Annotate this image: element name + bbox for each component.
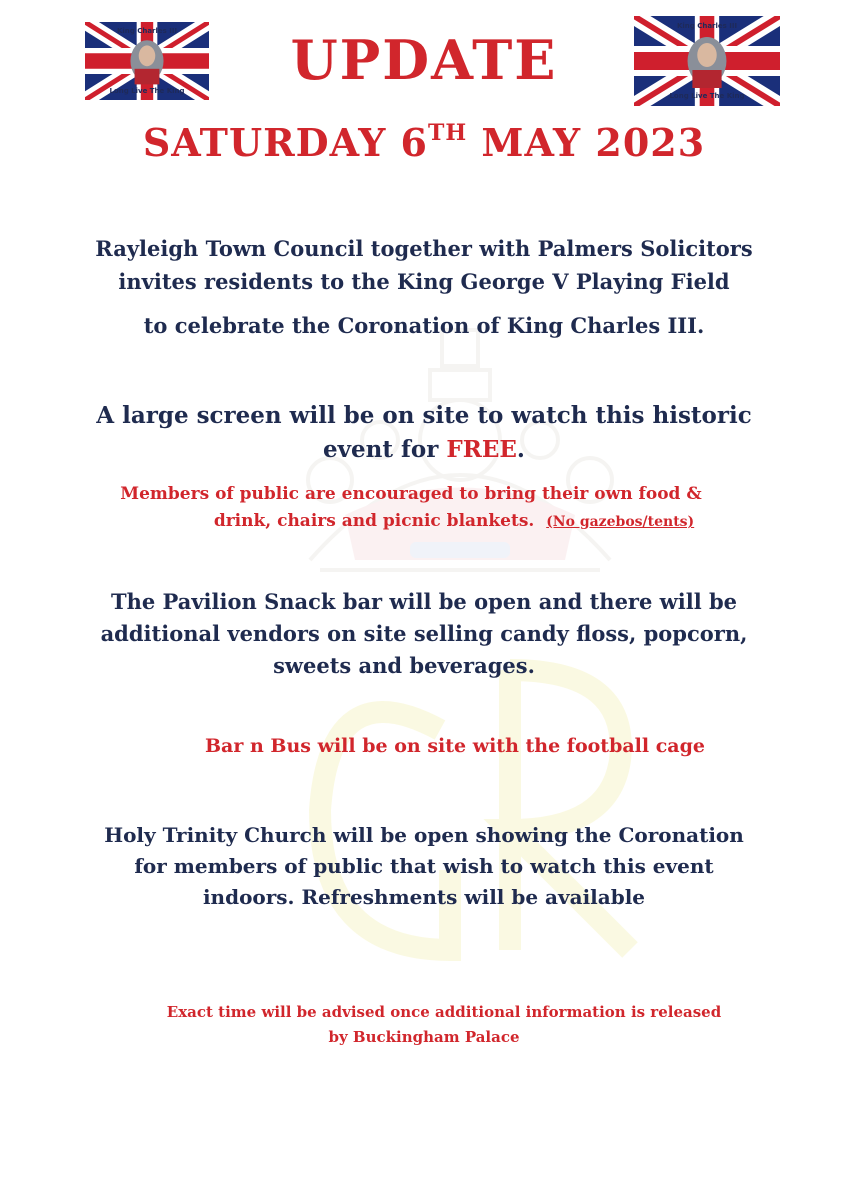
no-gazebos-note: (No gazebos/tents) <box>546 514 695 530</box>
headline-update: UPDATE <box>290 28 558 92</box>
flag-banner-top: King Charles III <box>676 22 738 31</box>
members-line-2-text: drink, chairs and picnic blankets. <box>213 511 535 531</box>
bar-n-bus-line: Bar n Bus will be on site with the football cage <box>205 735 705 757</box>
flag-banner-bottom: Long Live The King <box>669 91 745 100</box>
date-ordinal: TH <box>428 120 468 146</box>
screen-line-2 <box>0 433 848 467</box>
footer-line-2: by Buckingham Palace <box>328 1028 520 1046</box>
members-line-2 <box>0 508 848 536</box>
event-date <box>0 120 848 165</box>
footer-line-1: Exact time will be advised once additional information is released <box>166 1003 722 1021</box>
church-line-1: Holy Trinity Church will be open showing the Coronation <box>104 823 744 847</box>
snack-line-2: additional vendors on site selling candy floss, popcorn, <box>100 621 748 646</box>
intro-line-1: Rayleigh Town Council together with Palmers Solicitors <box>95 236 753 261</box>
snack-line-3: sweets and beverages. <box>273 653 535 678</box>
date-month-year: MAY 2023 <box>467 120 706 165</box>
flag-banner-bottom: Long Live The King <box>109 86 185 95</box>
screen-line-2-text: event for <box>323 436 447 463</box>
screen-line-1: A large screen will be on site to watch this historic <box>96 402 752 429</box>
church-line-3: indoors. Refreshments will be available <box>202 885 646 909</box>
date-day: SATURDAY 6 <box>142 120 428 165</box>
free-highlight: FREE <box>446 436 517 463</box>
intro-line-3: to celebrate the Coronation of King Charles III. <box>143 313 705 338</box>
church-line-2: for members of public that wish to watch this event <box>134 854 714 878</box>
snack-line-1: The Pavilion Snack bar will be open and there will be <box>110 589 738 614</box>
members-line-1: Members of public are encouraged to bring their own food & <box>120 484 702 504</box>
flag-banner-top: King Charles III <box>116 27 178 36</box>
screen-line-2-end: . <box>516 436 525 463</box>
intro-line-2: invites residents to the King George V Playing Field <box>118 269 730 294</box>
